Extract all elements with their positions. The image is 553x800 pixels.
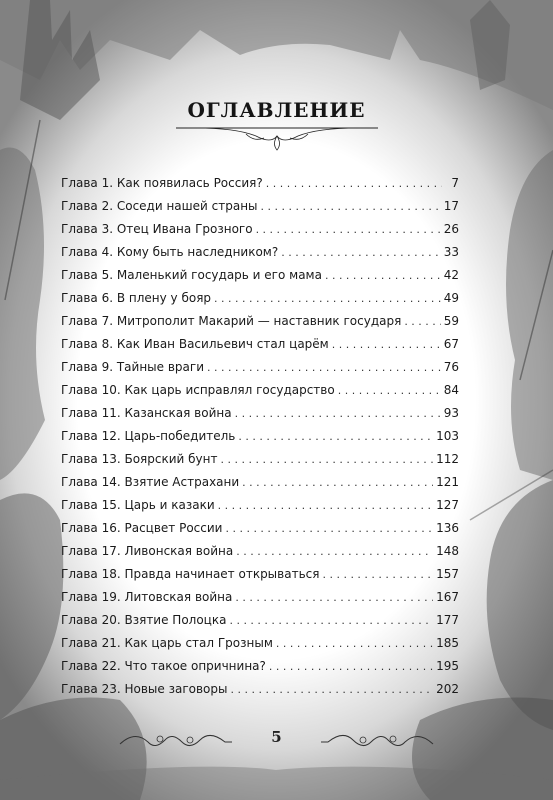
toc-entry-page: 148 [436, 544, 459, 558]
toc-entry-page: 157 [436, 567, 459, 581]
toc-leader-dots [225, 517, 433, 540]
title-ornament [176, 124, 378, 154]
toc-entry-title: Глава 17. Ливонская война [61, 544, 234, 558]
page-number: 5 [271, 728, 282, 746]
toc-entry[interactable] [61, 517, 459, 540]
toc-leader-dots [236, 540, 433, 563]
toc-entry-title: Глава 23. Новые заговоры [61, 682, 228, 696]
toc-leader-dots [332, 333, 441, 356]
toc-entry[interactable] [61, 402, 459, 425]
toc-entry-page: 167 [436, 590, 459, 604]
toc-entry[interactable] [61, 448, 459, 471]
toc-leader-dots [404, 310, 440, 333]
toc-leader-dots [281, 241, 440, 264]
toc-entry[interactable] [61, 563, 459, 586]
toc-entry-title: Глава 20. Взятие Полоцка [61, 613, 227, 627]
toc-entry-page: 67 [443, 337, 459, 351]
toc-leader-dots [218, 494, 433, 517]
toc-entry-title: Глава 18. Правда начинает открываться [61, 567, 320, 581]
toc-entry[interactable] [61, 195, 459, 218]
toc-entry[interactable] [61, 540, 459, 563]
toc-entry[interactable] [61, 356, 459, 379]
toc-leader-dots [214, 287, 441, 310]
toc-entry-title: Глава 1. Как появилась Россия? [61, 176, 263, 190]
toc-entry-title: Глава 8. Как Иван Васильевич стал царём [61, 337, 329, 351]
toc-entry-page: 195 [436, 659, 459, 673]
toc-entry-title: Глава 19. Литовская война [61, 590, 233, 604]
table-of-contents [61, 172, 459, 701]
toc-entry-page: 112 [436, 452, 459, 466]
toc-leader-dots [266, 172, 442, 195]
toc-entry-page: 93 [443, 406, 459, 420]
toc-entry-page: 127 [436, 498, 459, 512]
toc-leader-dots [322, 563, 433, 586]
toc-entry-page: 177 [436, 613, 459, 627]
toc-entry-title: Глава 22. Что такое опричнина? [61, 659, 266, 673]
toc-entry[interactable] [61, 494, 459, 517]
toc-entry[interactable] [61, 632, 459, 655]
toc-entry-title: Глава 2. Соседи нашей страны [61, 199, 258, 213]
toc-leader-dots [276, 632, 433, 655]
toc-entry[interactable] [61, 172, 459, 195]
toc-entry[interactable] [61, 425, 459, 448]
toc-entry-page: 121 [436, 475, 459, 489]
toc-entry-title: Глава 9. Тайные враги [61, 360, 204, 374]
toc-entry-title: Глава 10. Как царь исправлял государство [61, 383, 335, 397]
toc-entry[interactable] [61, 333, 459, 356]
toc-entry[interactable] [61, 264, 459, 287]
toc-entry-title: Глава 4. Кому быть наследником? [61, 245, 279, 259]
toc-entry-page: 76 [443, 360, 459, 374]
toc-leader-dots [242, 471, 433, 494]
toc-entry-title: Глава 5. Маленький государь и его мама [61, 268, 322, 282]
toc-entry[interactable] [61, 287, 459, 310]
toc-leader-dots [261, 195, 441, 218]
toc-entry-page: 17 [443, 199, 459, 213]
toc-entry[interactable] [61, 655, 459, 678]
toc-entry-page: 7 [451, 176, 459, 190]
toc-entry-page: 202 [436, 682, 459, 696]
toc-entry[interactable] [61, 471, 459, 494]
toc-entry-page: 42 [443, 268, 459, 282]
toc-leader-dots [229, 609, 433, 632]
toc-leader-dots [256, 218, 441, 241]
toc-entry-page: 84 [443, 383, 459, 397]
toc-leader-dots [269, 655, 433, 678]
toc-leader-dots [207, 356, 441, 379]
toc-entry-title: Глава 12. Царь-победитель [61, 429, 236, 443]
toc-leader-dots [338, 379, 441, 402]
toc-entry-page: 136 [436, 521, 459, 535]
toc-entry[interactable] [61, 310, 459, 333]
toc-leader-dots [230, 678, 433, 701]
toc-leader-dots [238, 425, 433, 448]
toc-entry-page: 185 [436, 636, 459, 650]
toc-entry-page: 103 [436, 429, 459, 443]
toc-entry[interactable] [61, 241, 459, 264]
toc-entry[interactable] [61, 609, 459, 632]
toc-entry-page: 26 [443, 222, 459, 236]
toc-entry-page: 49 [443, 291, 459, 305]
toc-entry-title: Глава 14. Взятие Астрахани [61, 475, 240, 489]
toc-entry-page: 59 [443, 314, 459, 328]
toc-entry[interactable] [61, 218, 459, 241]
toc-entry-title: Глава 16. Расцвет России [61, 521, 223, 535]
page-title: ОГЛАВЛЕНИЕ [187, 98, 366, 122]
toc-entry-title: Глава 11. Казанская война [61, 406, 232, 420]
toc-entry-title: Глава 6. В плену у бояр [61, 291, 212, 305]
toc-entry-page: 33 [443, 245, 459, 259]
toc-leader-dots [235, 402, 441, 425]
toc-entry-title: Глава 13. Боярский бунт [61, 452, 218, 466]
toc-leader-dots [221, 448, 434, 471]
toc-entry-title: Глава 15. Царь и казаки [61, 498, 215, 512]
toc-entry[interactable] [61, 379, 459, 402]
toc-leader-dots [325, 264, 441, 287]
toc-entry[interactable] [61, 586, 459, 609]
toc-entry-title: Глава 3. Отец Ивана Грозного [61, 222, 253, 236]
toc-entry-title: Глава 7. Митрополит Макарий — наставник государя [61, 314, 402, 328]
toc-leader-dots [235, 586, 433, 609]
toc-entry[interactable] [61, 678, 459, 701]
toc-entry-title: Глава 21. Как царь стал Грозным [61, 636, 273, 650]
